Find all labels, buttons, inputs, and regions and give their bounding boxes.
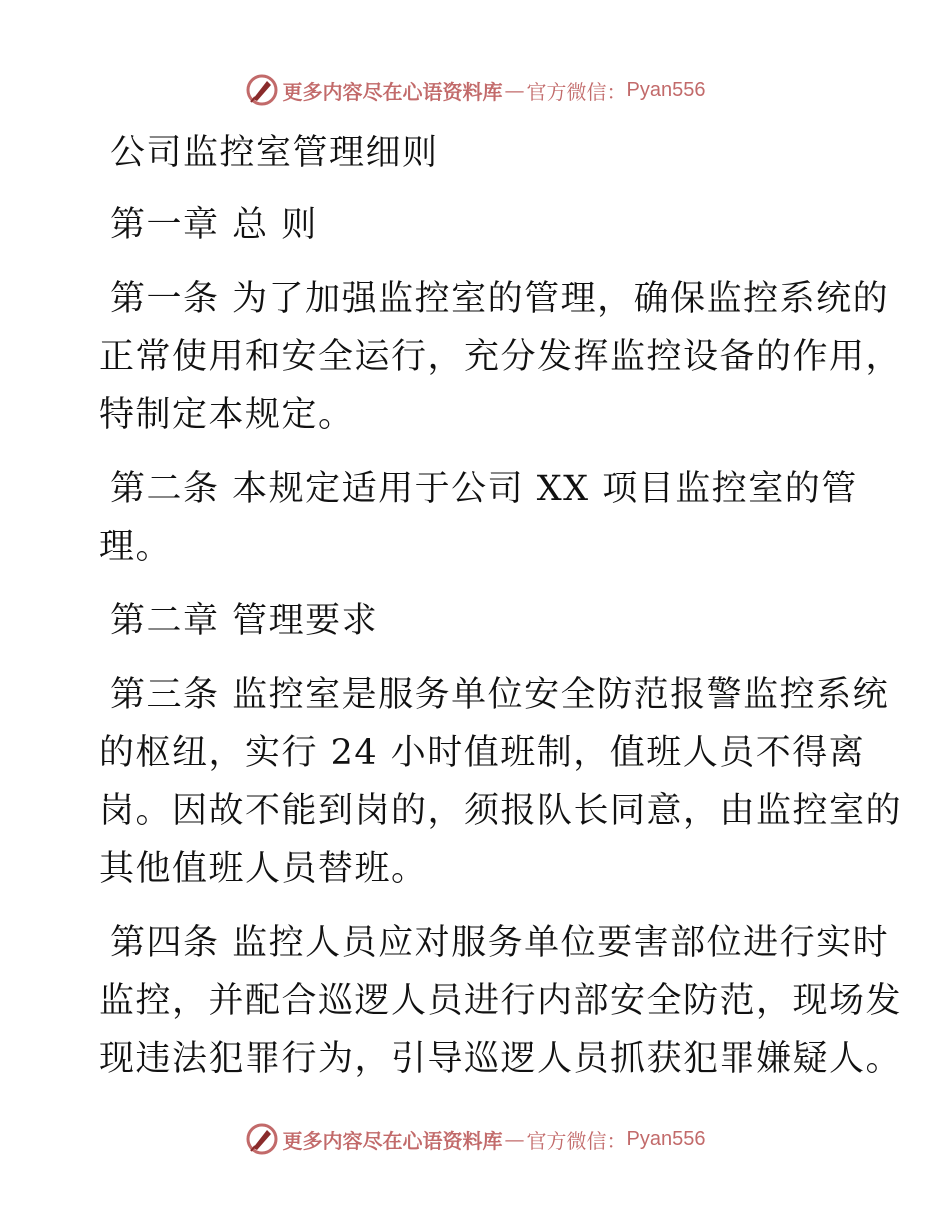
article-4-line: 第四条 监控人员应对服务单位要害部位进行实时 (110, 923, 890, 963)
footer-banner (0, 1119, 950, 1159)
banner-brand-text: 更多内容尽在心语资料库 (282, 79, 503, 104)
header-banner (0, 70, 950, 110)
quill-logo-icon (245, 1122, 279, 1156)
banner-wechat-id: Pyan556 (626, 78, 706, 101)
article-4-line: 现违法犯罪行为，引导巡逻人员抓获犯罪嫌疑人。 (99, 1039, 903, 1079)
banner-dash: — (504, 1127, 525, 1151)
article-2-line: 理。 (99, 527, 173, 567)
document-title: 公司监控室管理细则 (110, 133, 439, 173)
article-3-line: 的枢纽，实行 24 小时值班制，值班人员不得离 (99, 733, 866, 773)
article-1-line: 特制定本规定。 (99, 395, 355, 435)
chapter-1-heading: 第一章 总 则 (110, 205, 318, 245)
banner-wechat-label: 官方微信： (526, 1128, 627, 1153)
banner-wechat-label: 官方微信： (526, 79, 627, 104)
banner-dash: — (504, 78, 525, 102)
article-1-line: 正常使用和安全运行，充分发挥监控设备的作用， (99, 337, 903, 377)
article-3-line: 其他值班人员替班。 (99, 849, 428, 889)
article-4 (99, 914, 903, 1088)
article-1 (99, 270, 903, 444)
document-body (99, 124, 903, 1088)
quill-logo-icon (245, 73, 279, 107)
article-3 (99, 666, 903, 898)
article-3-line: 第三条 监控室是服务单位安全防范报警监控系统 (110, 675, 890, 715)
article-2 (99, 460, 859, 576)
banner-wechat-id: Pyan556 (626, 1127, 706, 1150)
chapter-2-heading: 第二章 管理要求 (110, 601, 379, 641)
article-3-line: 岗。因故不能到岗的，须报队长同意，由监控室的 (99, 791, 903, 831)
article-4-line: 监控，并配合巡逻人员进行内部安全防范，现场发 (99, 981, 903, 1021)
article-1-line: 第一条 为了加强监控室的管理，确保监控系统的 (110, 279, 890, 319)
article-2-line: 第二条 本规定适用于公司 XX 项目监控室的管 (110, 469, 858, 509)
banner-brand-text: 更多内容尽在心语资料库 (282, 1128, 503, 1153)
